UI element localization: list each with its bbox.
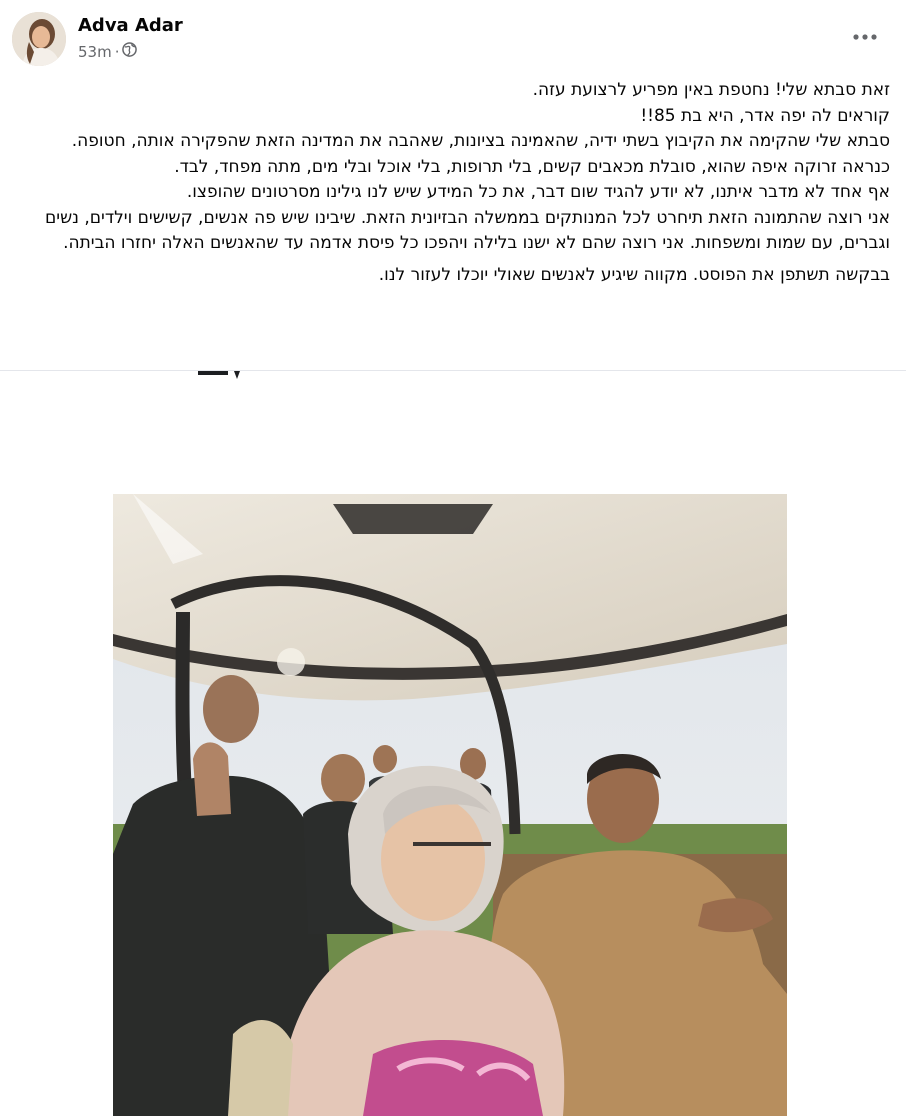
more-horizontal-icon — [852, 33, 878, 41]
post-text-line: זאת סבתא שלי! נחטפת באין מפריע לרצועת עזה. — [532, 80, 890, 100]
post-text-line: קוראים לה יפה אדר, היא בת 85!! — [640, 105, 890, 126]
avatar[interactable] — [12, 12, 66, 66]
post-text — [40, 78, 890, 288]
post-text-line: כנראה זרוקה איפה שהוא, סובלת מכאבים קשים, בלי תרופות, בלי אוכל ובלי מים, מתה מפחד, לבד. — [174, 156, 890, 177]
post-time[interactable]: 53m — [78, 42, 112, 61]
post-header — [0, 0, 906, 75]
post-photo[interactable] — [113, 494, 787, 1116]
post-text-line: אף אחד לא מדבר איתנו, לא יודע להגיד שום דבר, את כל המידע שיש לנו גילינו מסרטונים שהופצו. — [186, 182, 890, 202]
post-text-line: סבתא שלי שהקימה את הקיבוץ בשתי ידיה, שהאמינה בציונות, שאהבה את המדינה הזאת שהפקירה אותה, חטופה. — [71, 131, 890, 151]
globe-icon — [122, 42, 137, 61]
author-name[interactable]: Adva Adar — [78, 15, 183, 36]
post-meta — [78, 42, 137, 61]
meta-separator: · — [114, 42, 120, 61]
post-image-area[interactable] — [0, 371, 906, 1116]
post-text-line: בבקשה תשתפן את הפוסט. מקווה שיגיע לאנשים שאולי יוכלו לעזור לנו. — [378, 264, 890, 285]
avatar-image — [12, 12, 66, 66]
post-text-line: אני רוצה שהתמונה הזאת תיחרט לכל המנותקים בממשלה הבזיונית הזאת. שיבינו שיש פה אנשים, קשישים וילדים, נשים וגברים, עם שמות ומשפחות. אני רוצה שהם לא ישנו בלילה ויהפכו כל פיסת אדמה עד שהאנשים האלה יחזרו הביתה. — [45, 207, 890, 253]
cropped-text-fragment — [190, 371, 250, 379]
more-options-button[interactable] — [850, 22, 880, 52]
